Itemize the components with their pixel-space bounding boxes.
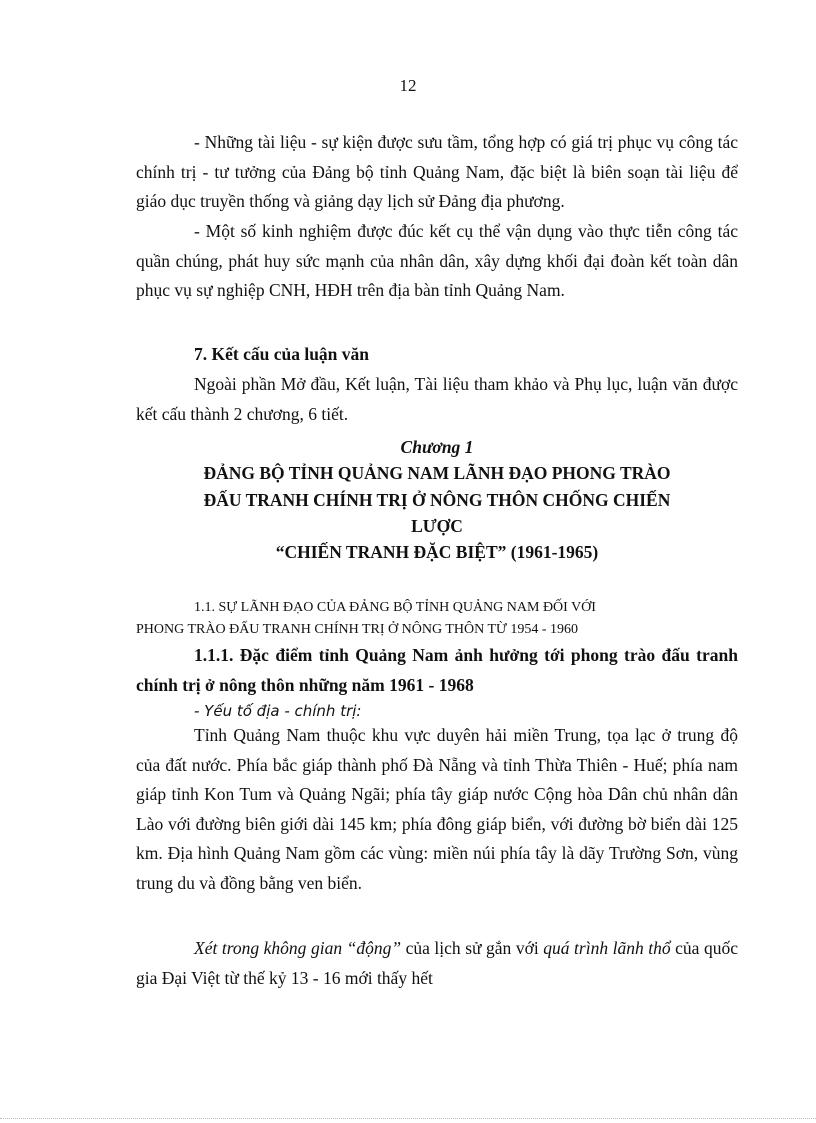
chapter-title-line-1: ĐẢNG BỘ TỈNH QUẢNG NAM LÃNH ĐẠO PHONG TRÀO (203, 463, 671, 483)
last-paragraph-italic-1: Xét trong không gian “động” (194, 938, 402, 958)
bullet-paragraph-1: - Những tài liệu - sự kiện được sưu tầm, tổng hợp có giá trị phục vụ công tác chính trị - tư tưởng của Đảng bộ tỉnh Quảng Nam, đặc biệt là biên soạn tài liệu để giáo dục truyền thống và giảng dạy lịch sử Đảng địa phương. (136, 132, 738, 211)
chapter-title-line-4: “CHIẾN TRANH ĐẶC BIỆT” (1961-1965) (275, 542, 599, 562)
section-7-text: Ngoài phần Mở đầu, Kết luận, Tài liệu tham khảo và Phụ lục, luận văn được kết cấu thành 2 chương, 6 tiết. (136, 374, 738, 424)
chapter-label: Chương 1 (400, 437, 474, 457)
last-paragraph-text-1: của lịch sử gắn với (401, 938, 544, 958)
page-bottom-rule (0, 1118, 816, 1119)
subheading-1-1-line-2: PHONG TRÀO ĐẤU TRANH CHÍNH TRỊ Ở NÔNG THÔN TỪ 1954 - 1960 (136, 622, 579, 637)
page-number: 12 (399, 76, 417, 95)
section-7-heading: 7. Kết cấu của luận văn (194, 344, 370, 364)
factor-label: - Yếu tố địa - chính trị: (194, 702, 362, 720)
chapter-title-line-2: ĐẤU TRANH CHÍNH TRỊ Ở NÔNG THÔN CHỐNG CHIẾN (203, 490, 671, 510)
subheading-1-1-1: 1.1.1. Đặc điểm tỉnh Quảng Nam ảnh hưởng tới phong trào đấu tranh chính trị ở nông thôn những năm 1961 - 1968 (136, 645, 738, 695)
geo-paragraph: Tỉnh Quảng Nam thuộc khu vực duyên hải miền Trung, tọa lạc ở trung độ của đất nước. Phía bắc giáp thành phố Đà Nẵng và tỉnh Thừa Thiên - Huế; phía nam giáp tỉnh Kon Tum và Quảng Ngãi; phía tây giáp nước Cộng hòa Dân chủ nhân dân Lào với đường biên giới dài 145 km; phía đông giáp biển, với đường bờ biển dài 125 km. Địa hình Quảng Nam gồm các vùng: miền núi phía tây là dãy Trường Sơn, vùng trung du và đồng bằng ven biển. (136, 725, 738, 893)
subheading-1-1-line-1: 1.1. SỰ LÃNH ĐẠO CỦA ĐẢNG BỘ TỈNH QUẢNG NAM ĐỐI VỚI (194, 600, 596, 615)
chapter-title-line-3: LƯỢC (411, 516, 463, 536)
last-paragraph (136, 934, 738, 993)
last-paragraph-italic-2: quá trình lãnh thổ (543, 938, 671, 958)
last-paragraph-text-2: của quốc gia Đại Việt từ thế kỷ 13 - 16 mới thấy hết (136, 938, 738, 988)
bullet-paragraph-2: - Một số kinh nghiệm được đúc kết cụ thể vận dụng vào thực tiễn công tác quần chúng, phát huy sức mạnh của nhân dân, xây dựng khối đại đoàn kết toàn dân phục vụ sự nghiệp CNH, HĐH trên địa bàn tỉnh Quảng Nam. (136, 221, 738, 300)
